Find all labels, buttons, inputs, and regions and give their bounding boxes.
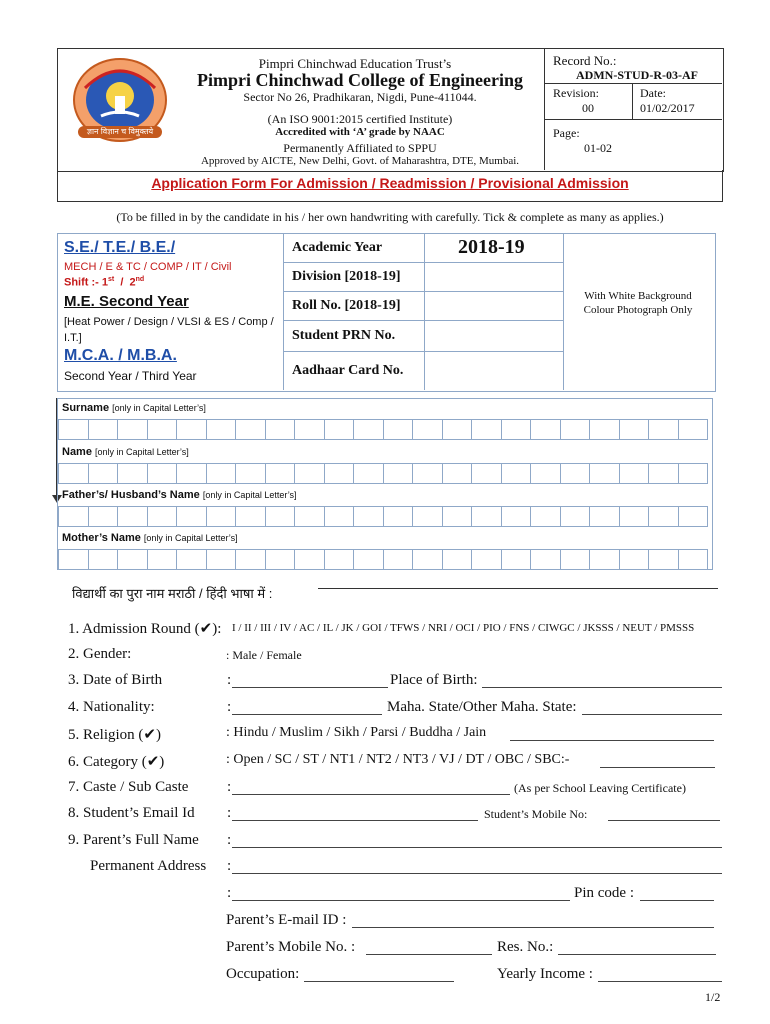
caste-label: 7. Caste / Sub Caste [68, 779, 189, 795]
college-name: Pimpri Chinchwad College of Engineering [196, 70, 523, 90]
page-value: 01-02 [584, 141, 612, 155]
info-col-divider3 [563, 233, 564, 390]
prn-label: Student PRN No. [292, 328, 396, 343]
approval-text: Approved by AICTE, New Delhi, Govt. of Maharashtra, DTE, Mumbai. [200, 155, 520, 167]
revision-label: Revision: [553, 86, 600, 100]
shift-sup1: st [108, 276, 115, 283]
religion-options[interactable]: : Hindu / Muslim / Sikh / Parsi / Buddha / Jain [226, 725, 487, 740]
res-no-label: Res. No.: [497, 939, 554, 955]
religion-label: 5. Religion (✔) [68, 727, 161, 743]
father-name-grid[interactable] [58, 506, 708, 527]
dob-label: 3. Date of Birth [68, 672, 163, 688]
place-of-birth-label: Place of Birth: [390, 672, 478, 688]
instruction-text: (To be filled in by the candidate in his / her own handwriting with carefully. Tick & complete as many as applies.) [116, 210, 664, 224]
mother-label: Mother’s Name [62, 532, 141, 544]
info-col-divider1 [283, 233, 284, 390]
address-line-2[interactable] [232, 885, 570, 901]
parent-mobile-field[interactable] [366, 939, 492, 955]
header-divider [544, 48, 545, 170]
gender-label: 2. Gender: [68, 646, 132, 662]
admission-round-label: 1. Admission Round (✔): [68, 621, 222, 637]
photo-box-text: With White Background Colour Photograph Only [583, 290, 693, 316]
parent-name-label: 9. Parent’s Full Name [68, 832, 199, 848]
shift-sup2: nd [135, 276, 145, 283]
student-email-field[interactable] [232, 805, 478, 821]
occupation-field[interactable] [304, 966, 454, 982]
naac-text: Accredited with ‘A’ grade by NAAC [275, 126, 445, 138]
email-colon: : [227, 805, 232, 821]
surname-label: Surname [62, 402, 110, 414]
nationality-field[interactable] [232, 699, 382, 715]
surname-hint: [only in Capital Letter’s] [112, 403, 206, 413]
info-row-1 [283, 262, 563, 263]
revision-value: 00 [582, 101, 594, 115]
occupation-label: Occupation: [226, 966, 300, 982]
record-value: ADMN-STUD-R-03-AF [576, 68, 698, 82]
surname-grid-label [62, 402, 206, 414]
caste-field[interactable] [232, 779, 510, 795]
dob-colon: : [227, 672, 232, 688]
parent-name-field[interactable] [232, 832, 722, 848]
marathi-name-line[interactable] [318, 588, 718, 589]
parent-email-field[interactable] [352, 912, 714, 928]
yearly-income-label: Yearly Income : [497, 966, 593, 982]
course-mca-title: M.C.A. / M.B.A. [64, 347, 177, 364]
page-number: 1/2 [705, 990, 721, 1004]
father-label: Father’s/ Husband’s Name [62, 489, 200, 501]
form-title: Application Form For Admission / Readmission / Provisional Admission [151, 175, 629, 191]
caste-colon: : [227, 779, 232, 795]
mother-hint: [only in Capital Letter’s] [143, 533, 238, 543]
nationality-colon: : [227, 699, 232, 715]
shift-prefix: Shift :- 1 [64, 276, 108, 289]
name-label: Name [62, 446, 92, 458]
parent-mobile-label: Parent’s Mobile No. : [226, 939, 356, 955]
info-col-divider2 [424, 233, 425, 390]
division-label: Division [2018-19] [292, 269, 401, 284]
college-address: Sector No 26, Pradhikaran, Nigdi, Pune-411044. [243, 90, 477, 104]
maha-state-field[interactable] [582, 699, 722, 715]
academic-year-value: 2018-19 [458, 236, 525, 258]
father-hint: [only in Capital Letter’s] [202, 490, 297, 500]
parent-name-colon: : [227, 832, 232, 848]
student-mobile-label: Student’s Mobile No: [484, 807, 588, 821]
yearly-income-field[interactable] [598, 966, 722, 982]
father-grid-label [62, 489, 297, 501]
address-colon-2: : [227, 885, 232, 901]
page-rule [545, 119, 722, 120]
revision-date-divider [632, 83, 633, 119]
category-options[interactable]: : Open / SC / ST / NT1 / NT2 / NT3 / VJ / DT / OBC / SBC:- [226, 752, 570, 767]
permanent-address-label: Permanent Address [90, 858, 207, 874]
dob-field[interactable] [232, 672, 388, 688]
student-mobile-field[interactable] [608, 805, 720, 821]
mother-grid-label [62, 532, 238, 544]
course-mca-years: Second Year / Third Year [64, 369, 197, 383]
aadhaar-label: Aadhaar Card No. [292, 363, 404, 378]
date-value: 01/02/2017 [640, 101, 695, 115]
gender-options[interactable]: : Male / Female [226, 648, 302, 662]
pin-code-label: Pin code : [574, 885, 634, 901]
parent-email-label: Parent’s E-mail ID : [226, 912, 347, 928]
course-me-branches: [Heat Power / Design / VLSI & ES / Comp / I.T.] [64, 316, 274, 344]
caste-note: (As per School Leaving Certificate) [514, 781, 686, 795]
academic-year-label: Academic Year [292, 240, 383, 255]
date-label: Date: [640, 86, 666, 100]
course-ug-title: S.E./ T.E./ B.E./ [64, 239, 176, 256]
sbc-field[interactable] [600, 752, 715, 768]
header-bottom-border [57, 201, 723, 202]
iso-text: (An ISO 9001:2015 certified Institute) [267, 112, 453, 126]
nationality-label: 4. Nationality: [68, 699, 155, 715]
sppu-text: Permanently Affiliated to SPPU [283, 141, 437, 155]
record-rule [545, 83, 722, 84]
info-row-2 [283, 291, 563, 292]
marathi-name-label: विद्यार्थी का पुरा नाम मराठी / हिंदी भाषा में : [72, 586, 273, 601]
info-row-3 [283, 320, 563, 321]
pin-code-field[interactable] [640, 885, 714, 901]
name-hint: [only in Capital Letter’s] [95, 447, 189, 457]
address-colon-1: : [227, 858, 232, 874]
mother-name-grid[interactable] [58, 549, 708, 570]
religion-other-field[interactable] [510, 725, 714, 741]
admission-round-options[interactable]: I / II / III / IV / AC / IL / JK / GOI / TFWS / NRI / OCI / PIO / FNS / CIWGC / JKSSS / NEUT / PMSSS [232, 622, 695, 634]
page-label: Page: [553, 126, 580, 140]
info-row-4 [283, 351, 563, 352]
category-label: 6. Category (✔) [68, 754, 165, 770]
shift-mid: / 2 [114, 276, 136, 289]
surname-grid[interactable] [58, 419, 708, 440]
record-label: Record No.: [553, 53, 617, 68]
address-line-1[interactable] [232, 858, 722, 874]
course-me-title: M.E. Second Year [64, 293, 189, 310]
student-email-label: 8. Student’s Email Id [68, 805, 195, 821]
maha-state-label: Maha. State/Other Maha. State: [387, 699, 577, 715]
logo-caption: ज्ञान विज्ञान च विमुक्तये [78, 126, 162, 138]
roll-label: Roll No. [2018-19] [292, 298, 401, 313]
shift-text [64, 276, 144, 289]
name-grid[interactable] [58, 463, 708, 484]
name-grid-label [62, 446, 189, 458]
header-right-border2 [722, 170, 723, 202]
trust-name: Pimpri Chinchwad Education Trust’s [258, 56, 452, 71]
place-of-birth-field[interactable] [482, 672, 722, 688]
course-ug-branches: MECH / E & TC / COMP / IT / Civil [64, 261, 232, 273]
res-no-field[interactable] [558, 939, 716, 955]
